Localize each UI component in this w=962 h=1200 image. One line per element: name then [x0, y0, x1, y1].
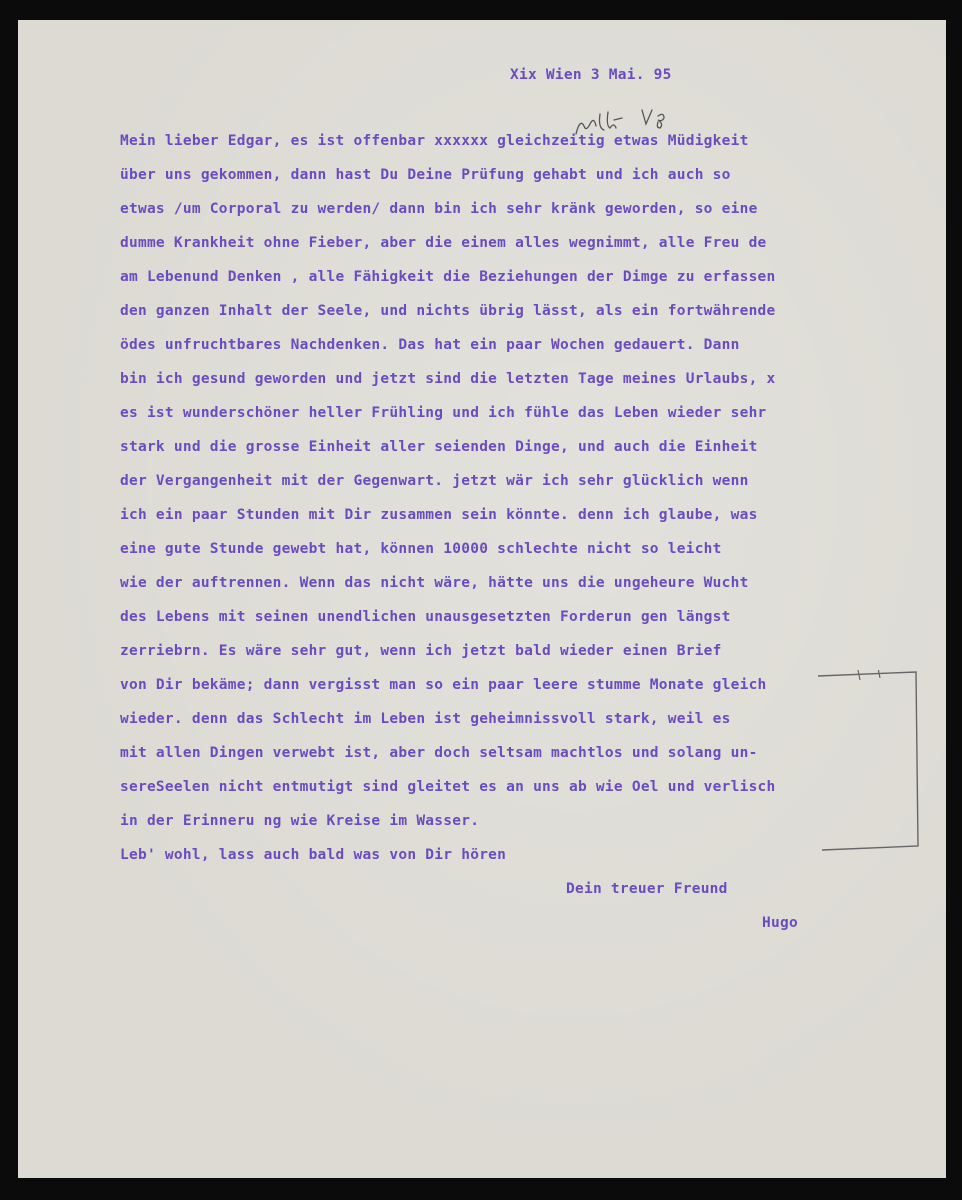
closing: Dein treuer Freund	[566, 881, 728, 897]
body-line-5: am Lebenund Denken , alle Fähigkeit die Beziehungen der Dimge zu erfassen	[120, 269, 776, 285]
body-line-3: etwas /um Corporal zu werden/ dann bin ich sehr kränk geworden, so eine	[120, 201, 758, 217]
body-line-2: über uns gekommen, dann hast Du Deine Prüfung gehabt und ich auch so	[120, 167, 731, 183]
body-line-1: Mein lieber Edgar, es ist offenbar xxxxxx gleichzeitig etwas Müdigkeit	[120, 133, 749, 149]
dateline: Xix Wien 3 Mai. 95	[510, 67, 672, 83]
body-line-8: bin ich gesund geworden und jetzt sind die letzten Tage meines Urlaubs, x	[120, 371, 776, 387]
pencil-bracket	[818, 670, 920, 852]
body-line-16: zerriebrn. Es wäre sehr gut, wenn ich jetzt bald wieder einen Brief	[120, 643, 722, 659]
body-line-6: den ganzen Inhalt der Seele, und nichts übrig lässt, als ein fortwährende	[120, 303, 776, 319]
body-line-17: von Dir bekäme; dann vergisst man so ein paar leere stumme Monate gleich	[120, 677, 767, 693]
body-line-20: sereSeelen nicht entmutigt sind gleitet es an uns ab wie Oel und verlisch	[120, 779, 776, 795]
body-line-7: ödes unfruchtbares Nachdenken. Das hat ein paar Wochen gedauert. Dann	[120, 337, 740, 353]
body-line-18: wieder. denn das Schlecht im Leben ist geheimnissvoll stark, weil es	[120, 711, 731, 727]
body-line-15: des Lebens mit seinen unendlichen unausgesetzten Forderun gen längst	[120, 609, 731, 625]
body-line-19: mit allen Dingen verwebt ist, aber doch seltsam machtlos und solang un-	[120, 745, 758, 761]
body-line-13: eine gute Stunde gewebt hat, können 10000 schlechte nicht so leicht	[120, 541, 722, 557]
body-line-10: stark und die grosse Einheit aller seienden Dinge, und auch die Einheit	[120, 439, 758, 455]
body-line-11: der Vergangenheit mit der Gegenwart. jetzt wär ich sehr glücklich wenn	[120, 473, 749, 489]
body-line-22: Leb' wohl, lass auch bald was von Dir hören	[120, 847, 507, 863]
body-line-9: es ist wunderschöner heller Frühling und ich fühle das Leben wieder sehr	[120, 405, 767, 421]
body-line-4: dumme Krankheit ohne Fieber, aber die einem alles wegnimmt, alle Freu de	[120, 235, 767, 251]
body-line-14: wie der auftrennen. Wenn das nicht wäre, hätte uns die ungeheure Wucht	[120, 575, 749, 591]
body-line-12: ich ein paar Stunden mit Dir zusammen sein könnte. denn ich glaube, was	[120, 507, 758, 523]
letter-sheet	[18, 20, 946, 1178]
body-line-21: in der Erinneru ng wie Kreise im Wasser.	[120, 813, 480, 829]
signature: Hugo	[762, 915, 798, 931]
